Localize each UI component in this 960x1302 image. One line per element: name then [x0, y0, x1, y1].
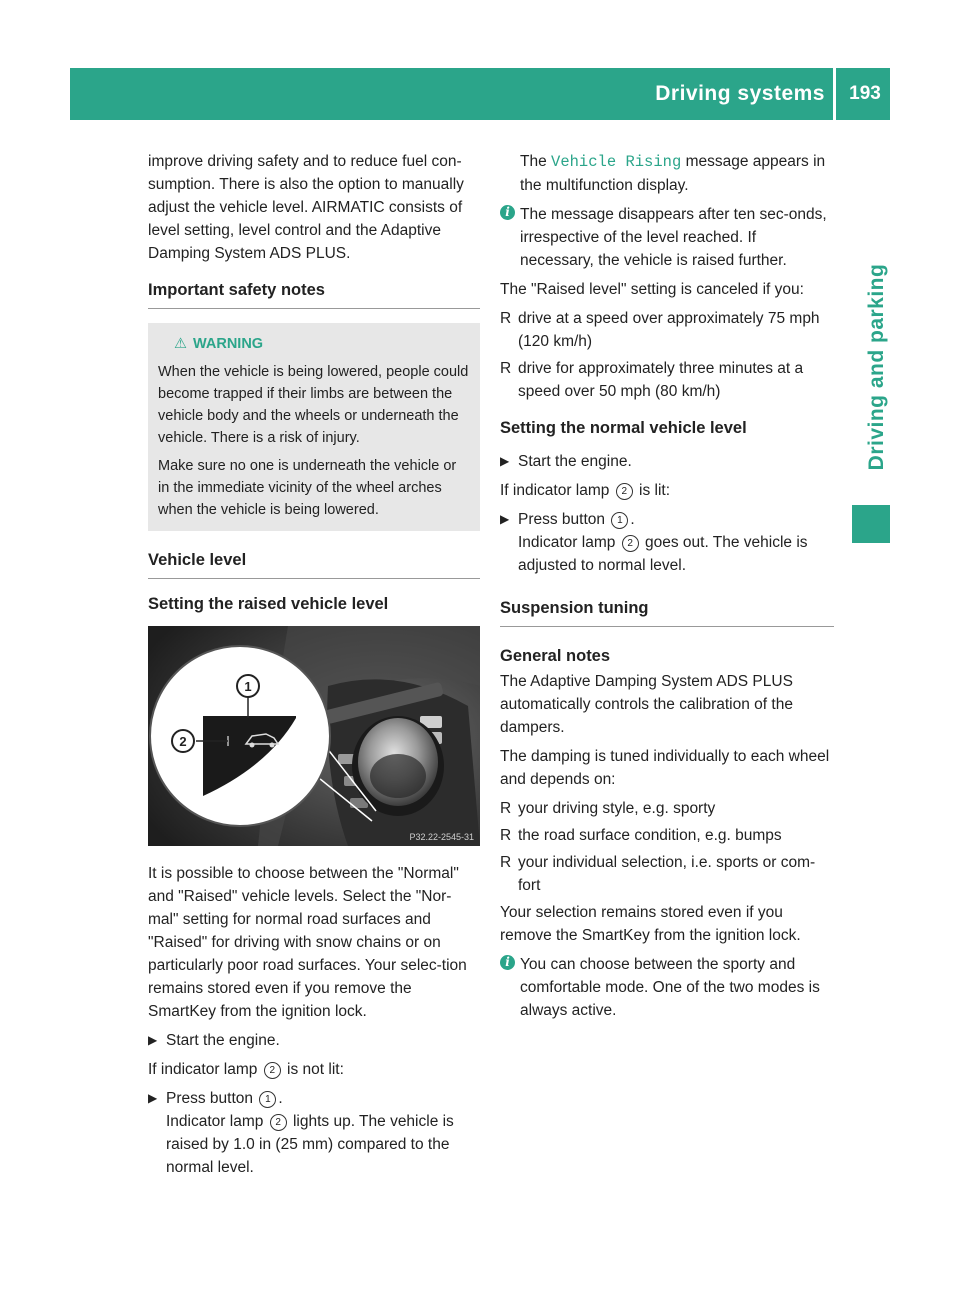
- step-text: Start the engine.: [166, 1032, 280, 1049]
- condition-text-end: is lit:: [639, 482, 671, 499]
- levels-paragraph: It is possible to choose between the "Normal" and "Raised" vehicle levels. Select the "Nor-mal" setting for normal road surfaces and "Raised" for driving with snow chains or on particularly poor road surfaces. Your selec-tion remains stored even if you remove the SmartKey from the ignition lock.: [148, 865, 467, 1020]
- display-message-code: Vehicle Rising: [551, 153, 682, 171]
- console-figure: [148, 626, 480, 846]
- condition-text: If indicator lamp: [148, 1061, 258, 1078]
- warning-icon: ⚠: [174, 336, 187, 352]
- condition-not-lit: [148, 1058, 480, 1081]
- step-arrow-icon: ▶: [148, 1091, 158, 1105]
- step-text: Start the engine.: [518, 453, 632, 470]
- raised-level-heading: Setting the raised vehicle level: [148, 595, 389, 613]
- callout-2-icon: 2: [264, 1062, 281, 1079]
- figure-callout-2-label: 2: [179, 734, 187, 749]
- callout-2-icon: 2: [622, 535, 639, 552]
- message-text-end: message appears in the multifunction display.: [520, 153, 826, 194]
- general-paragraph-2: The damping is tuned individually to each wheel and depends on:: [500, 748, 830, 788]
- bullet-icon: R: [500, 800, 512, 817]
- left-column: [148, 150, 480, 1185]
- step-press-button: [148, 1087, 480, 1179]
- result-text: Indicator lamp: [166, 1113, 264, 1130]
- warning-text-2: Make sure no one is underneath the vehicle or in the immediate vicinity of the wheel arches when the vehicle is being lowered.: [158, 458, 457, 518]
- intro-paragraph: improve driving safety and to reduce fuel con-sumption. There is also the option to manually adjust the vehicle level. AIRMATIC consists of level setting, level control and the Adaptive Damping System ADS PLUS.: [148, 153, 464, 262]
- callout-2-icon: 2: [616, 483, 633, 500]
- result-text-end: lights up. The vehicle is raised by 1.0 in (25 mm) compared to the normal level.: [166, 1113, 454, 1176]
- callout-1-icon: 1: [259, 1091, 276, 1108]
- list-item: [500, 357, 834, 403]
- safety-heading: Important safety notes: [148, 279, 480, 309]
- console-illustration: [148, 626, 480, 846]
- step-press-button: [500, 508, 834, 577]
- side-tab: [861, 238, 893, 496]
- warning-box: [148, 323, 480, 531]
- step-arrow-icon: ▶: [148, 1033, 158, 1047]
- step-arrow-icon: ▶: [500, 454, 510, 468]
- vehicle-level-heading: Vehicle level: [148, 549, 480, 579]
- step-text-end: .: [630, 511, 635, 528]
- right-column: [500, 150, 834, 1028]
- info-icon: i: [500, 955, 515, 970]
- general-notes-heading: General notes: [500, 647, 611, 665]
- info-note-1: [500, 203, 834, 272]
- info-note-2: [500, 953, 834, 1022]
- section-title: Driving systems: [655, 82, 825, 105]
- page-number: 193: [849, 83, 881, 104]
- cancel-intro: The "Raised level" setting is canceled if you:: [500, 281, 804, 298]
- list-item-text: the road surface condition, e.g. bumps: [518, 827, 782, 844]
- step-text-end: .: [278, 1090, 283, 1107]
- callout-2-icon: 2: [270, 1114, 287, 1131]
- suspension-heading: Suspension tuning: [500, 597, 834, 627]
- figure-reference: P32.22-2545-31: [409, 832, 474, 842]
- normal-level-heading: Setting the normal vehicle level: [500, 419, 747, 437]
- info-text: You can choose between the sporty and comfortable mode. One of the two modes is always active.: [520, 956, 820, 1019]
- list-item-text: your driving style, e.g. sporty: [518, 800, 716, 817]
- condition-text-end: is not lit:: [287, 1061, 344, 1078]
- side-tab-label: Driving and parking: [865, 263, 888, 471]
- condition-text: If indicator lamp: [500, 482, 610, 499]
- warning-text-1: When the vehicle is being lowered, people could become trapped if their limbs are between the vehicle body and the wheels or underneath the vehicle. There is a risk of injury.: [158, 364, 469, 446]
- list-item-text: drive for approximately three minutes at a speed over 50 mph (80 km/h): [518, 360, 804, 400]
- list-item: [500, 307, 834, 353]
- result-text: Indicator lamp: [518, 534, 616, 551]
- general-paragraph-1: The Adaptive Damping System ADS PLUS automatically controls the calibration of the dampers.: [500, 673, 793, 736]
- step-text: Press button: [518, 511, 606, 528]
- list-item: [500, 797, 834, 820]
- figure-callout-1-label: 1: [244, 679, 252, 694]
- warning-header: [158, 333, 470, 355]
- step-start-engine: [148, 1029, 480, 1052]
- message-paragraph: [500, 150, 834, 197]
- general-paragraph-3: Your selection remains stored even if you remove the SmartKey from the ignition lock.: [500, 904, 801, 944]
- header-divider: [833, 68, 836, 120]
- bullet-icon: R: [500, 360, 512, 377]
- side-tab-marker: [852, 505, 890, 543]
- info-icon: i: [500, 205, 515, 220]
- message-text: The: [520, 153, 547, 170]
- callout-1-icon: 1: [611, 512, 628, 529]
- list-item: [500, 824, 834, 847]
- list-item-text: your individual selection, i.e. sports or com-fort: [518, 854, 816, 894]
- condition-lit: [500, 479, 834, 502]
- result-text-end: goes out. The vehicle is adjusted to normal level.: [518, 534, 808, 574]
- list-item-text: drive at a speed over approximately 75 mph (120 km/h): [518, 310, 820, 350]
- page-header: [70, 68, 890, 120]
- bullet-icon: R: [500, 310, 512, 327]
- warning-title: WARNING: [193, 336, 264, 352]
- step-text: Press button: [166, 1090, 254, 1107]
- step-start-engine: [500, 450, 834, 473]
- bullet-icon: R: [500, 854, 512, 871]
- step-arrow-icon: ▶: [500, 512, 510, 526]
- info-text: The message disappears after ten sec-onds, irrespective of the level reached. If necessary, the vehicle is raised further.: [520, 206, 827, 269]
- bullet-icon: R: [500, 827, 512, 844]
- list-item: [500, 851, 834, 897]
